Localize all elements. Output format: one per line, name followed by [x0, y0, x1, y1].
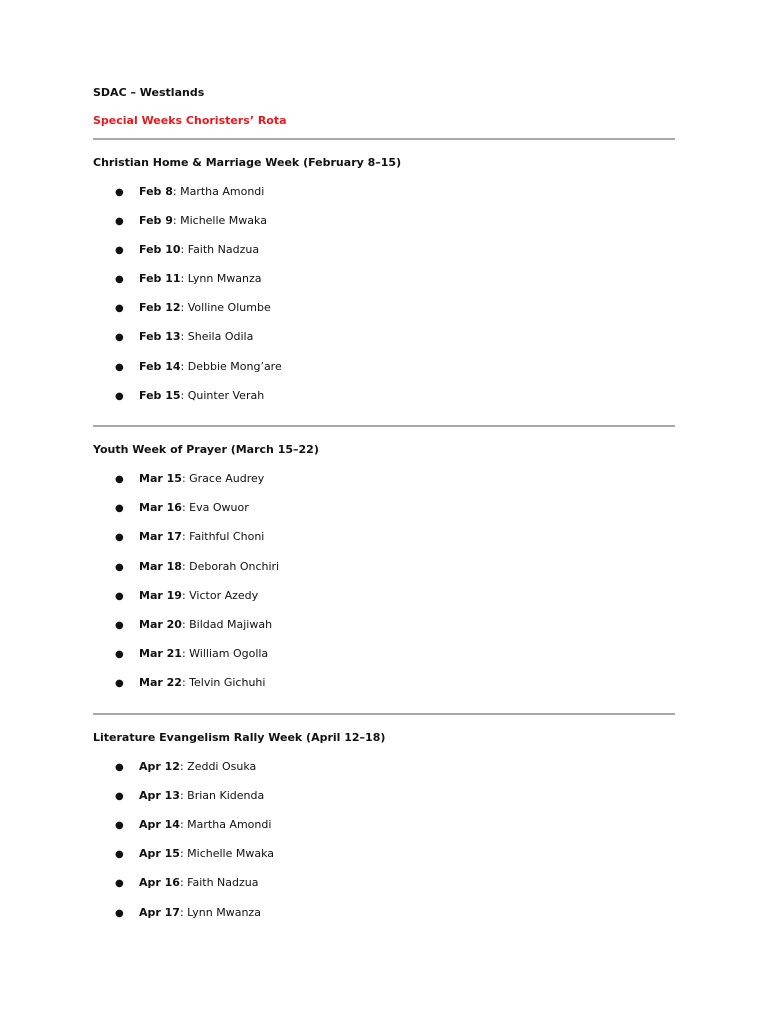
entry-date: Mar 17	[139, 530, 182, 543]
bullet-icon: ●	[115, 187, 124, 198]
entry-date: Mar 22	[139, 676, 182, 689]
entry-date: Apr 12	[139, 760, 180, 773]
list-item	[115, 472, 264, 486]
entry-date: Mar 20	[139, 618, 182, 631]
list-item	[115, 330, 253, 344]
entry-name: : Lynn Mwanza	[179, 906, 261, 919]
list-item	[115, 389, 264, 403]
bullet-icon: ●	[115, 303, 124, 314]
entry-name: : Faithful Choni	[181, 530, 265, 543]
entry-name: : Zeddi Osuka	[179, 760, 257, 773]
bullet-icon: ●	[115, 474, 124, 485]
bullet-icon: ●	[115, 762, 124, 773]
list-item	[115, 676, 265, 690]
list-item	[115, 760, 256, 774]
org-title: SDAC – Westlands	[93, 86, 205, 99]
entry-date: Feb 9	[139, 214, 173, 227]
entry-name: : Victor Azedy	[181, 589, 259, 602]
entry-date: Mar 18	[139, 560, 182, 573]
section-divider	[93, 138, 675, 140]
entry-date: Apr 14	[139, 818, 180, 831]
entry-date: Feb 13	[139, 330, 181, 343]
section-divider	[93, 713, 675, 715]
section-heading-youth-week: Youth Week of Prayer (March 15–22)	[93, 443, 319, 456]
entry-name: : Debbie Mong’are	[180, 360, 282, 373]
list-item	[115, 501, 249, 515]
entry-date: Apr 17	[139, 906, 180, 919]
bullet-icon: ●	[115, 649, 124, 660]
entry-date: Apr 15	[139, 847, 180, 860]
list-item	[115, 847, 274, 861]
list-item	[115, 876, 259, 890]
bullet-icon: ●	[115, 532, 124, 543]
bullet-icon: ●	[115, 620, 124, 631]
list-item	[115, 789, 264, 803]
bullet-icon: ●	[115, 245, 124, 256]
list-item	[115, 818, 271, 832]
entry-name: : Telvin Gichuhi	[181, 676, 266, 689]
entry-date: Feb 8	[139, 185, 173, 198]
entry-date: Apr 13	[139, 789, 180, 802]
list-item	[115, 560, 279, 574]
entry-date: Feb 11	[139, 272, 181, 285]
entry-date: Mar 16	[139, 501, 182, 514]
entry-date: Feb 15	[139, 389, 181, 402]
entry-name: : Michelle Mwaka	[172, 214, 267, 227]
list-item	[115, 185, 264, 199]
entry-name: : Eva Owuor	[181, 501, 249, 514]
bullet-icon: ●	[115, 562, 124, 573]
list-item	[115, 647, 268, 661]
section-heading-literature-evangelism: Literature Evangelism Rally Week (April 12–18)	[93, 731, 386, 744]
entry-name: : Sheila Odila	[180, 330, 254, 343]
bullet-icon: ●	[115, 362, 124, 373]
list-item	[115, 243, 259, 257]
entry-name: : Lynn Mwanza	[180, 272, 262, 285]
bullet-icon: ●	[115, 274, 124, 285]
entry-name: : Quinter Verah	[180, 389, 265, 402]
document-title: Special Weeks Choristers’ Rota	[93, 114, 287, 127]
list-item	[115, 301, 271, 315]
entry-date: Mar 19	[139, 589, 182, 602]
bullet-icon: ●	[115, 908, 124, 919]
list-item	[115, 214, 267, 228]
entry-name: : Brian Kidenda	[179, 789, 265, 802]
bullet-icon: ●	[115, 678, 124, 689]
entry-date: Mar 21	[139, 647, 182, 660]
list-item	[115, 530, 264, 544]
bullet-icon: ●	[115, 216, 124, 227]
entry-name: : Bildad Majiwah	[181, 618, 273, 631]
entry-date: Feb 14	[139, 360, 181, 373]
entry-name: : William Ogolla	[181, 647, 269, 660]
list-item	[115, 906, 261, 920]
entry-date: Feb 10	[139, 243, 181, 256]
entry-name: : Martha Amondi	[179, 818, 272, 831]
entry-date: Apr 16	[139, 876, 180, 889]
list-item	[115, 360, 282, 374]
list-item	[115, 618, 272, 632]
entry-name: : Faith Nadzua	[180, 243, 260, 256]
entry-name: : Deborah Onchiri	[181, 560, 280, 573]
entry-date: Mar 15	[139, 472, 182, 485]
entry-name: : Michelle Mwaka	[179, 847, 275, 860]
bullet-icon: ●	[115, 503, 124, 514]
section-divider	[93, 425, 675, 427]
bullet-icon: ●	[115, 849, 124, 860]
entry-name: : Grace Audrey	[181, 472, 265, 485]
bullet-icon: ●	[115, 878, 124, 889]
entry-name: : Volline Olumbe	[180, 301, 271, 314]
entry-name: : Martha Amondi	[172, 185, 265, 198]
list-item	[115, 589, 258, 603]
bullet-icon: ●	[115, 391, 124, 402]
list-item	[115, 272, 262, 286]
entry-name: : Faith Nadzua	[179, 876, 259, 889]
bullet-icon: ●	[115, 820, 124, 831]
bullet-icon: ●	[115, 591, 124, 602]
bullet-icon: ●	[115, 791, 124, 802]
section-heading-christian-home: Christian Home & Marriage Week (February 8–15)	[93, 156, 402, 169]
entry-date: Feb 12	[139, 301, 181, 314]
bullet-icon: ●	[115, 332, 124, 343]
